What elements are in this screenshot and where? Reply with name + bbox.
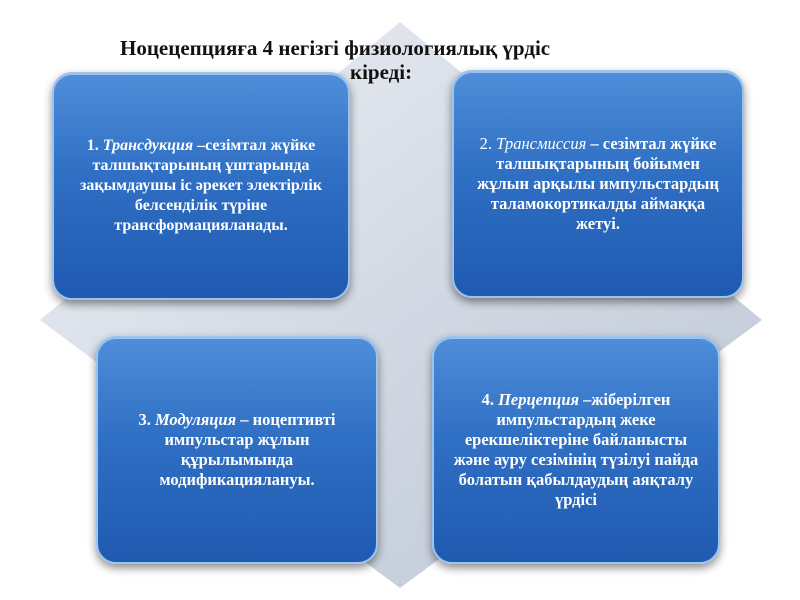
box-term: Перцепция xyxy=(498,390,580,409)
box-description: –сезімтал жүйке талшықтарының ұштарында зақымдаушы іс әрекет электірлік белсенділік түріне трансформацияланады. xyxy=(79,137,323,234)
title-line-2: кіреді: xyxy=(350,60,413,84)
title-line-1: Ноцецепцияға 4 негізгі физиологиялық үрдіс xyxy=(120,36,551,60)
box-description: – ноцептивті импульстар жұлын құрылымында модификациялануы. xyxy=(159,410,336,489)
box-description: –жіберілген импульстардың жеке ерекшеліктеріне байланысты және ауру сезімінің түзілуі пайда болатын қабылдаудың аяқталу үрдісі xyxy=(453,390,699,509)
box-text xyxy=(450,390,702,510)
process-box-perception xyxy=(432,336,720,564)
box-number: 1. xyxy=(86,137,103,154)
box-term: Трансмиссия xyxy=(496,134,587,153)
box-text xyxy=(70,136,332,236)
box-term: Модуляция xyxy=(154,410,237,429)
box-text xyxy=(470,134,726,234)
box-number: 3. xyxy=(138,410,155,429)
box-description: – сезімтал жүйке талшықтарының бойымен жұлын арқылы импульстардың таламокортикалды аймаққа жетуі. xyxy=(477,134,719,233)
box-text xyxy=(114,410,360,490)
process-box-transduction xyxy=(52,72,350,300)
box-term: Трансдукция xyxy=(102,137,194,154)
box-number: 2. xyxy=(479,134,497,153)
process-box-transmission xyxy=(452,70,744,298)
process-box-modulation xyxy=(96,336,378,564)
box-number: 4. xyxy=(481,390,499,409)
